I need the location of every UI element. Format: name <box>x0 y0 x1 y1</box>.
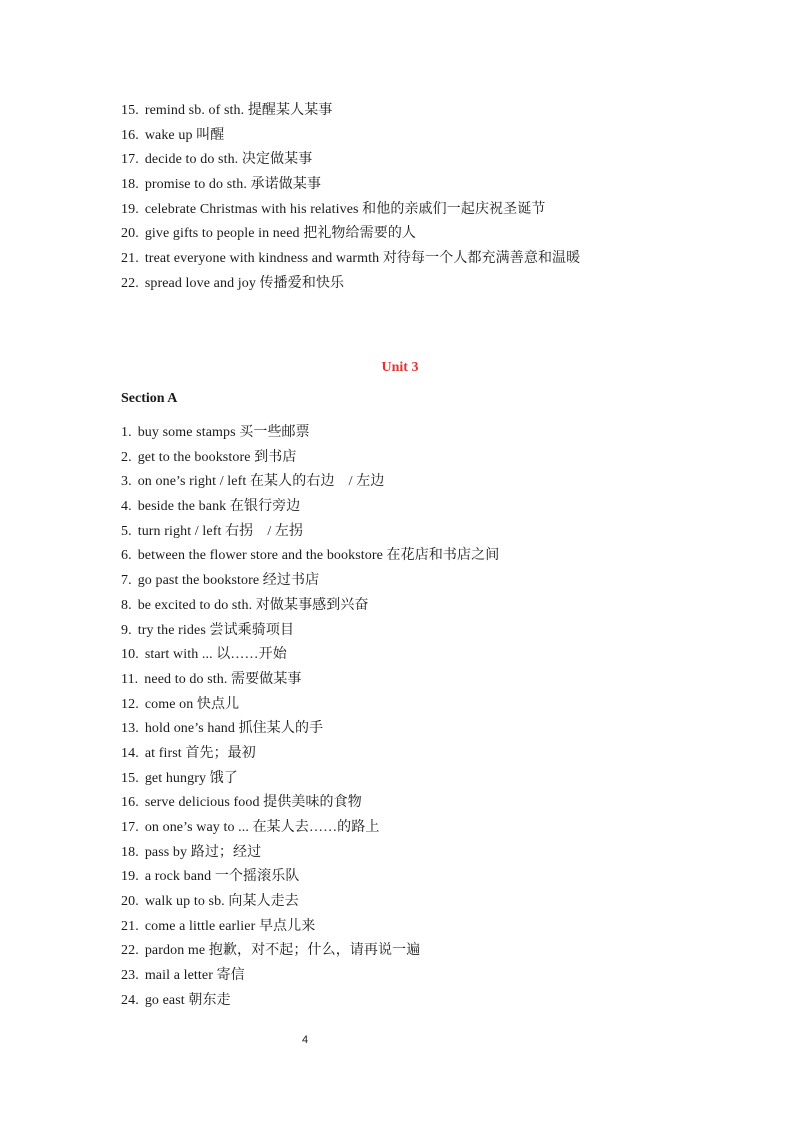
item-number: 15. <box>121 770 139 786</box>
item-text: on one’s way to ... 在某人去……的路上 <box>144 820 380 835</box>
item-text: try the rides 尝试乘骑项目 <box>137 622 295 638</box>
item-number: 23. <box>121 968 139 984</box>
item-number: 8. <box>121 597 132 613</box>
item-number: 9. <box>121 622 132 638</box>
list-item <box>121 668 499 693</box>
item-text: between the flower store and the bookstore 在花店和书店之间 <box>137 548 500 564</box>
page-number: 4 <box>301 1034 309 1046</box>
item-text: treat everyone with kindness and warmth 对待每一个人都充满善意和温暖 <box>144 251 581 267</box>
list-item <box>121 816 499 841</box>
item-number: 16. <box>121 127 139 143</box>
list-item <box>121 594 499 619</box>
item-number: 4. <box>121 499 132 515</box>
list-item <box>121 964 499 989</box>
list-item <box>121 989 499 1014</box>
item-text: come on 快点儿 <box>144 696 240 712</box>
item-number: 20. <box>121 226 139 242</box>
item-number: 15. <box>121 103 139 118</box>
item-number: 19. <box>121 869 139 885</box>
item-text: at first 首先；最初 <box>144 745 256 761</box>
item-number: 13. <box>121 721 139 737</box>
list-item <box>121 791 499 816</box>
list-item <box>121 272 580 297</box>
item-number: 10. <box>121 647 139 663</box>
item-text: mail a letter 寄信 <box>144 968 245 984</box>
item-number: 2. <box>121 449 132 465</box>
item-text: buy some stamps 买一些邮票 <box>137 425 310 440</box>
list-item <box>121 643 499 668</box>
list-item <box>121 915 499 940</box>
list-item <box>121 446 499 471</box>
list-item <box>121 198 580 223</box>
item-number: 14. <box>121 745 139 761</box>
section-title: Section A <box>121 391 178 406</box>
item-text: pardon me 抱歉，对不起；什么，请再说一遍 <box>144 943 421 959</box>
list-item <box>121 173 580 198</box>
list-item <box>121 865 499 890</box>
item-text: be excited to do sth. 对做某事感到兴奋 <box>137 597 369 613</box>
item-number: 3. <box>121 474 132 490</box>
item-text: beside the bank 在银行旁边 <box>137 499 301 515</box>
item-number: 20. <box>121 894 139 910</box>
list-item <box>121 470 499 495</box>
item-text: start with ... 以……开始 <box>144 647 287 663</box>
list-item <box>121 569 499 594</box>
list-item <box>121 939 499 964</box>
item-text: celebrate Christmas with his relatives 和他的亲戚们一起庆祝圣诞节 <box>144 201 546 217</box>
item-number: 1. <box>121 425 132 440</box>
item-text: turn right / left 右拐 / 左拐 <box>137 523 304 539</box>
item-number: 21. <box>121 251 139 267</box>
item-number: 22. <box>121 275 139 291</box>
item-text: hold one’s hand 抓住某人的手 <box>144 721 324 737</box>
item-number: 17. <box>121 820 139 835</box>
list-item <box>121 619 499 644</box>
list-item <box>121 495 499 520</box>
item-text: serve delicious food 提供美味的食物 <box>144 795 362 811</box>
item-text: go past the bookstore 经过书店 <box>137 573 320 589</box>
item-text: on one’s right / left 在某人的右边 / 左边 <box>137 474 385 490</box>
item-text: give gifts to people in need 把礼物给需要的人 <box>144 226 417 242</box>
item-number: 24. <box>121 992 139 1008</box>
item-text: come a little earlier 早点儿来 <box>144 918 316 934</box>
list-item <box>121 742 499 767</box>
item-number: 22. <box>121 943 139 959</box>
item-number: 21. <box>121 918 139 934</box>
section-a-phrase-list <box>121 421 499 1014</box>
item-text: pass by 路过；经过 <box>144 844 262 860</box>
item-text: need to do sth. 需要做某事 <box>144 671 302 687</box>
list-item <box>121 890 499 915</box>
list-item <box>121 717 499 742</box>
list-item <box>121 124 580 149</box>
item-number: 12. <box>121 696 139 712</box>
list-item <box>121 247 580 272</box>
list-item <box>121 544 499 569</box>
item-text: decide to do sth. 决定做某事 <box>144 152 313 168</box>
phrase-list-continued <box>121 99 580 297</box>
list-item <box>121 841 499 866</box>
item-number: 18. <box>121 844 139 860</box>
item-text: get to the bookstore 到书店 <box>137 449 297 465</box>
list-item <box>121 520 499 545</box>
list-item <box>121 99 580 124</box>
item-text: remind sb. of sth. 提醒某人某事 <box>144 103 333 118</box>
item-number: 7. <box>121 573 132 589</box>
item-number: 6. <box>121 548 132 564</box>
item-number: 11. <box>121 671 139 687</box>
item-number: 16. <box>121 795 139 811</box>
item-text: a rock band 一个摇滚乐队 <box>144 869 300 885</box>
item-text: get hungry 饿了 <box>144 770 238 786</box>
item-number: 5. <box>121 523 132 539</box>
item-text: spread love and joy 传播爱和快乐 <box>144 275 345 291</box>
item-number: 18. <box>121 177 139 193</box>
item-text: walk up to sb. 向某人走去 <box>144 894 299 910</box>
item-text: go east 朝东走 <box>144 992 231 1008</box>
unit-title: Unit 3 <box>381 360 419 375</box>
list-item <box>121 148 580 173</box>
list-item <box>121 421 499 446</box>
item-number: 19. <box>121 201 139 217</box>
item-text: promise to do sth. 承诺做某事 <box>144 177 322 193</box>
item-number: 17. <box>121 152 139 168</box>
list-item <box>121 767 499 792</box>
list-item <box>121 693 499 718</box>
list-item <box>121 222 580 247</box>
item-text: wake up 叫醒 <box>144 127 225 143</box>
